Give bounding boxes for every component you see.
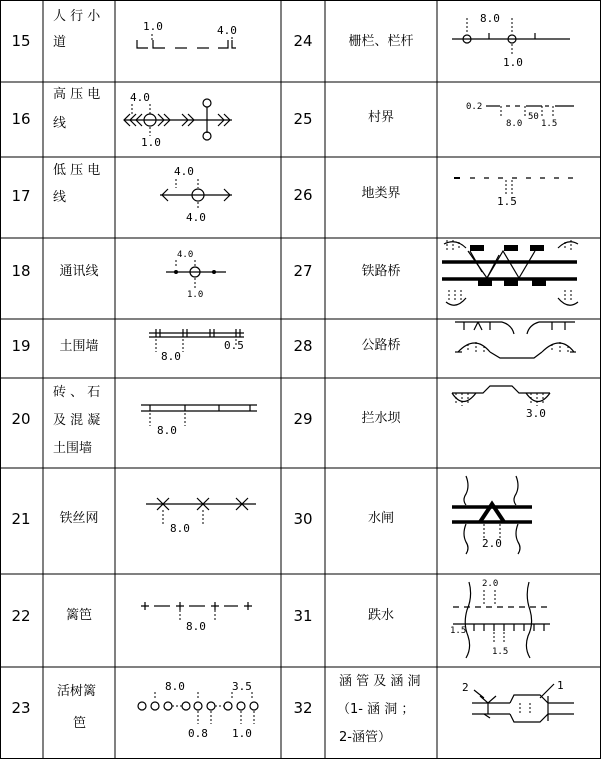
item-name: 人 行 小 (53, 9, 101, 24)
svg-text:8.0: 8.0 (161, 350, 181, 363)
svg-text:2: 2 (462, 681, 469, 694)
item-name: 高 压 电 (53, 87, 101, 102)
barbed-wire-symbol (146, 498, 256, 535)
svg-text:1: 1 (557, 679, 564, 692)
svg-text:4.0: 4.0 (177, 250, 194, 260)
svg-text:50: 50 (528, 112, 539, 122)
item-number: 27 (293, 262, 313, 280)
item-number: 30 (293, 510, 313, 528)
table-row (11, 162, 573, 224)
item-name: 公路桥 (361, 338, 401, 353)
item-name: 线 (53, 190, 67, 205)
svg-text:0.2: 0.2 (466, 102, 483, 112)
svg-text:2.0: 2.0 (482, 537, 502, 550)
svg-text:8.0: 8.0 (170, 522, 190, 535)
item-name: 通讯线 (59, 264, 99, 279)
hedge-fence-symbol (141, 602, 252, 633)
brick-concrete-wall-symbol (141, 405, 257, 437)
item-name: 道 (53, 35, 67, 50)
svg-text:1.5: 1.5 (492, 647, 509, 657)
item-number: 20 (11, 410, 31, 428)
item-number: 26 (293, 186, 313, 204)
svg-text:0.8: 0.8 (188, 727, 208, 740)
waterfall-drop-symbol (450, 579, 550, 658)
footpath-symbol (137, 20, 237, 48)
village-boundary-symbol (466, 102, 574, 129)
svg-text:1.5: 1.5 (497, 195, 517, 208)
svg-text:4.0: 4.0 (174, 165, 194, 178)
item-name: 水闸 (367, 511, 395, 526)
svg-text:2.0: 2.0 (482, 579, 499, 589)
svg-text:4.0: 4.0 (130, 91, 150, 104)
table-row (11, 9, 570, 69)
svg-text:0.5: 0.5 (224, 339, 244, 352)
item-number: 23 (11, 699, 31, 717)
earth-wall-symbol (149, 329, 244, 363)
item-number: 28 (293, 337, 313, 355)
table-row (11, 674, 574, 745)
svg-text:1.0: 1.0 (503, 56, 523, 69)
svg-text:1.5: 1.5 (450, 626, 467, 636)
item-name: 砖 、 石 (53, 385, 101, 400)
item-name: 及 混 凝 (53, 413, 101, 428)
item-number: 21 (11, 510, 31, 528)
table-row (11, 86, 574, 149)
table-row (11, 322, 576, 363)
svg-text:1.0: 1.0 (143, 20, 163, 33)
item-number: 32 (293, 699, 313, 717)
svg-text:3.5: 3.5 (232, 680, 252, 693)
svg-text:8.0: 8.0 (157, 424, 177, 437)
svg-text:8.0: 8.0 (480, 12, 500, 25)
item-name: 活树篱 (57, 684, 97, 699)
item-number: 17 (11, 187, 31, 205)
living-hedge-symbol (138, 680, 258, 740)
item-name: （1- 涵 洞 ； (337, 702, 415, 717)
item-name: 地类界 (361, 186, 401, 201)
item-name: 村界 (367, 110, 395, 125)
item-number: 31 (293, 607, 313, 625)
svg-text:3.0: 3.0 (526, 407, 546, 420)
item-name: 线 (53, 116, 67, 131)
item-name: 低 压 电 (53, 163, 101, 178)
svg-text:1.0: 1.0 (232, 727, 252, 740)
fence-railing-symbol (452, 12, 570, 69)
item-name: 土围墙 (59, 339, 99, 354)
table-row (11, 476, 532, 554)
item-number: 25 (293, 110, 313, 128)
svg-text:4.0: 4.0 (217, 24, 237, 37)
item-name: 铁丝网 (59, 511, 99, 526)
table-row (11, 240, 578, 305)
item-name: 拦水坝 (361, 411, 401, 426)
item-name: 土围墙 (53, 441, 93, 456)
highway-bridge-symbol (455, 322, 576, 358)
item-name: 铁路桥 (361, 264, 401, 279)
water-gate-symbol (452, 476, 532, 554)
svg-text:1.0: 1.0 (141, 136, 161, 149)
item-name: 栅栏、栏杆 (348, 34, 414, 49)
svg-text:8.0: 8.0 (186, 620, 206, 633)
svg-text:4.0: 4.0 (186, 211, 206, 224)
item-name: 篱笆 (65, 608, 93, 623)
culvert-symbol (462, 679, 574, 722)
item-name: 跌水 (367, 608, 395, 623)
svg-text:1.0: 1.0 (187, 290, 204, 300)
item-name: 2-涵管） (339, 730, 391, 745)
item-number: 22 (11, 607, 31, 625)
high-voltage-line-symbol (124, 91, 232, 149)
item-number: 19 (11, 337, 31, 355)
svg-text:8.0: 8.0 (165, 680, 185, 693)
railway-bridge-symbol (442, 240, 578, 305)
item-number: 18 (11, 262, 31, 280)
item-number: 29 (293, 410, 313, 428)
svg-text:8.0: 8.0 (506, 119, 523, 129)
svg-text:1.5: 1.5 (541, 119, 558, 129)
item-number: 15 (11, 32, 31, 50)
item-number: 24 (293, 32, 313, 50)
item-number: 16 (11, 110, 31, 128)
low-voltage-line-symbol (160, 165, 232, 224)
land-type-boundary-symbol (454, 178, 573, 208)
dam-symbol (452, 386, 550, 420)
communication-line-symbol (166, 250, 226, 300)
item-name: 涵 管 及 涵 洞 (339, 674, 421, 689)
item-name: 笆 (73, 716, 87, 731)
